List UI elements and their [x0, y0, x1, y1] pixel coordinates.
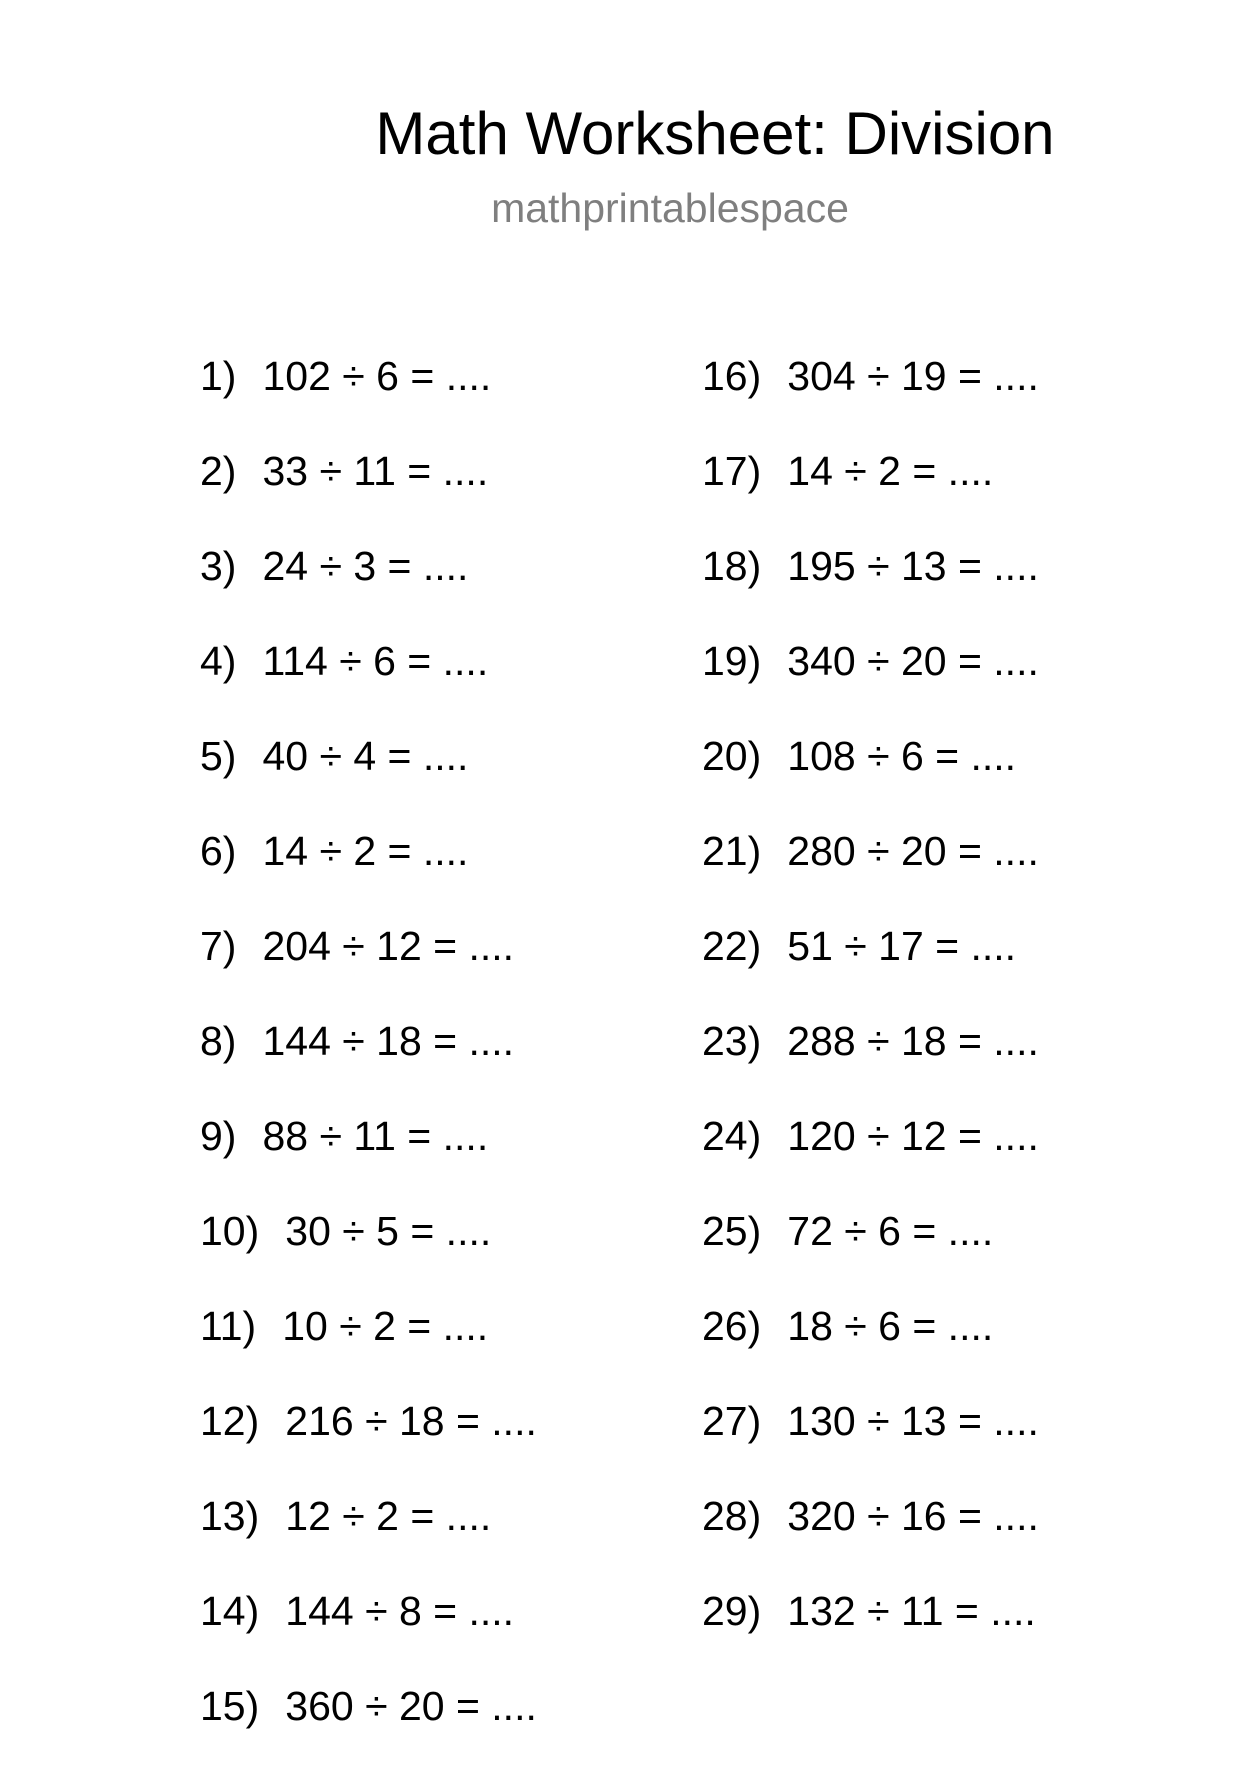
problem-item [200, 726, 537, 821]
problem-number: 3) [200, 543, 237, 589]
problem-number: 10) [200, 1208, 260, 1254]
problem-expression: 102 ÷ 6 = .... [262, 353, 492, 399]
problem-expression: 204 ÷ 12 = .... [262, 923, 515, 969]
problem-expression: 340 ÷ 20 = .... [787, 638, 1039, 684]
problem-expression: 130 ÷ 13 = .... [787, 1398, 1039, 1444]
problem-number: 15) [200, 1683, 260, 1729]
problem-number: 5) [200, 733, 237, 779]
problem-item [200, 1201, 537, 1296]
problem-item [200, 821, 537, 916]
problem-item [200, 536, 537, 631]
problem-expression: 114 ÷ 6 = .... [262, 638, 489, 684]
problem-expression: 40 ÷ 4 = .... [262, 733, 469, 779]
problem-number: 25) [702, 1208, 762, 1254]
problem-item [200, 346, 537, 441]
problem-item [200, 1011, 537, 1106]
problem-number: 26) [702, 1303, 762, 1349]
problem-number: 4) [200, 638, 237, 684]
problem-item [200, 1296, 537, 1391]
page-subtitle: mathprintablespace [491, 185, 849, 231]
problem-expression: 72 ÷ 6 = .... [787, 1208, 994, 1254]
problem-expression: 88 ÷ 11 = .... [262, 1113, 489, 1159]
problem-expression: 33 ÷ 11 = .... [262, 448, 489, 494]
problem-number: 1) [200, 353, 237, 399]
problem-expression: 320 ÷ 16 = .... [787, 1493, 1039, 1539]
problem-item [702, 821, 1039, 916]
problem-number: 28) [702, 1493, 762, 1539]
problem-expression: 14 ÷ 2 = .... [787, 448, 994, 494]
problem-number: 21) [702, 828, 762, 874]
problem-number: 20) [702, 733, 762, 779]
problem-item [200, 1676, 537, 1771]
problem-number: 18) [702, 543, 762, 589]
problem-number: 29) [702, 1588, 762, 1634]
problem-number: 13) [200, 1493, 260, 1539]
problem-list-left [200, 346, 537, 1771]
problem-expression: 108 ÷ 6 = .... [787, 733, 1017, 779]
problem-item [200, 1391, 537, 1486]
problem-item [702, 441, 1039, 536]
problem-item [702, 1391, 1039, 1486]
problem-item [702, 1296, 1039, 1391]
problem-item [200, 441, 537, 536]
problem-expression: 10 ÷ 2 = .... [282, 1303, 489, 1349]
problem-item [200, 1486, 537, 1581]
problem-number: 8) [200, 1018, 237, 1064]
problem-number: 2) [200, 448, 237, 494]
problem-item [702, 1581, 1039, 1676]
problem-expression: 360 ÷ 20 = .... [285, 1683, 537, 1729]
problem-item [200, 631, 537, 726]
problem-expression: 24 ÷ 3 = .... [262, 543, 469, 589]
problem-expression: 30 ÷ 5 = .... [285, 1208, 492, 1254]
problem-item [200, 1106, 537, 1201]
problem-expression: 144 ÷ 8 = .... [285, 1588, 515, 1634]
problem-number: 23) [702, 1018, 762, 1064]
problem-number: 17) [702, 448, 762, 494]
problem-list-right [702, 346, 1039, 1676]
problem-item [702, 631, 1039, 726]
problem-item [702, 1201, 1039, 1296]
problem-expression: 144 ÷ 18 = .... [262, 1018, 515, 1064]
problem-number: 12) [200, 1398, 260, 1444]
problem-expression: 51 ÷ 17 = .... [787, 923, 1017, 969]
problem-expression: 216 ÷ 18 = .... [285, 1398, 537, 1444]
problem-expression: 288 ÷ 18 = .... [787, 1018, 1039, 1064]
problem-expression: 12 ÷ 2 = .... [285, 1493, 492, 1539]
problem-expression: 132 ÷ 11 = .... [787, 1588, 1036, 1634]
problem-item [200, 1581, 537, 1676]
problem-item [702, 916, 1039, 1011]
problem-number: 9) [200, 1113, 237, 1159]
problem-item [702, 1486, 1039, 1581]
problem-number: 22) [702, 923, 762, 969]
problem-expression: 280 ÷ 20 = .... [787, 828, 1039, 874]
problem-expression: 18 ÷ 6 = .... [787, 1303, 994, 1349]
problem-expression: 120 ÷ 12 = .... [787, 1113, 1039, 1159]
problem-number: 16) [702, 353, 762, 399]
problem-item [200, 916, 537, 1011]
problem-item [702, 1011, 1039, 1106]
problem-expression: 14 ÷ 2 = .... [262, 828, 469, 874]
problem-number: 14) [200, 1588, 260, 1634]
problem-item [702, 1106, 1039, 1201]
problem-number: 24) [702, 1113, 762, 1159]
problem-number: 19) [702, 638, 762, 684]
problem-number: 11) [200, 1303, 257, 1349]
problem-number: 6) [200, 828, 237, 874]
problem-number: 27) [702, 1398, 762, 1444]
problem-expression: 304 ÷ 19 = .... [787, 353, 1039, 399]
problem-number: 7) [200, 923, 237, 969]
problem-item [702, 536, 1039, 631]
page-title: Math Worksheet: Division [375, 100, 1055, 167]
problem-item [702, 726, 1039, 821]
problem-item [702, 346, 1039, 441]
problem-expression: 195 ÷ 13 = .... [787, 543, 1039, 589]
